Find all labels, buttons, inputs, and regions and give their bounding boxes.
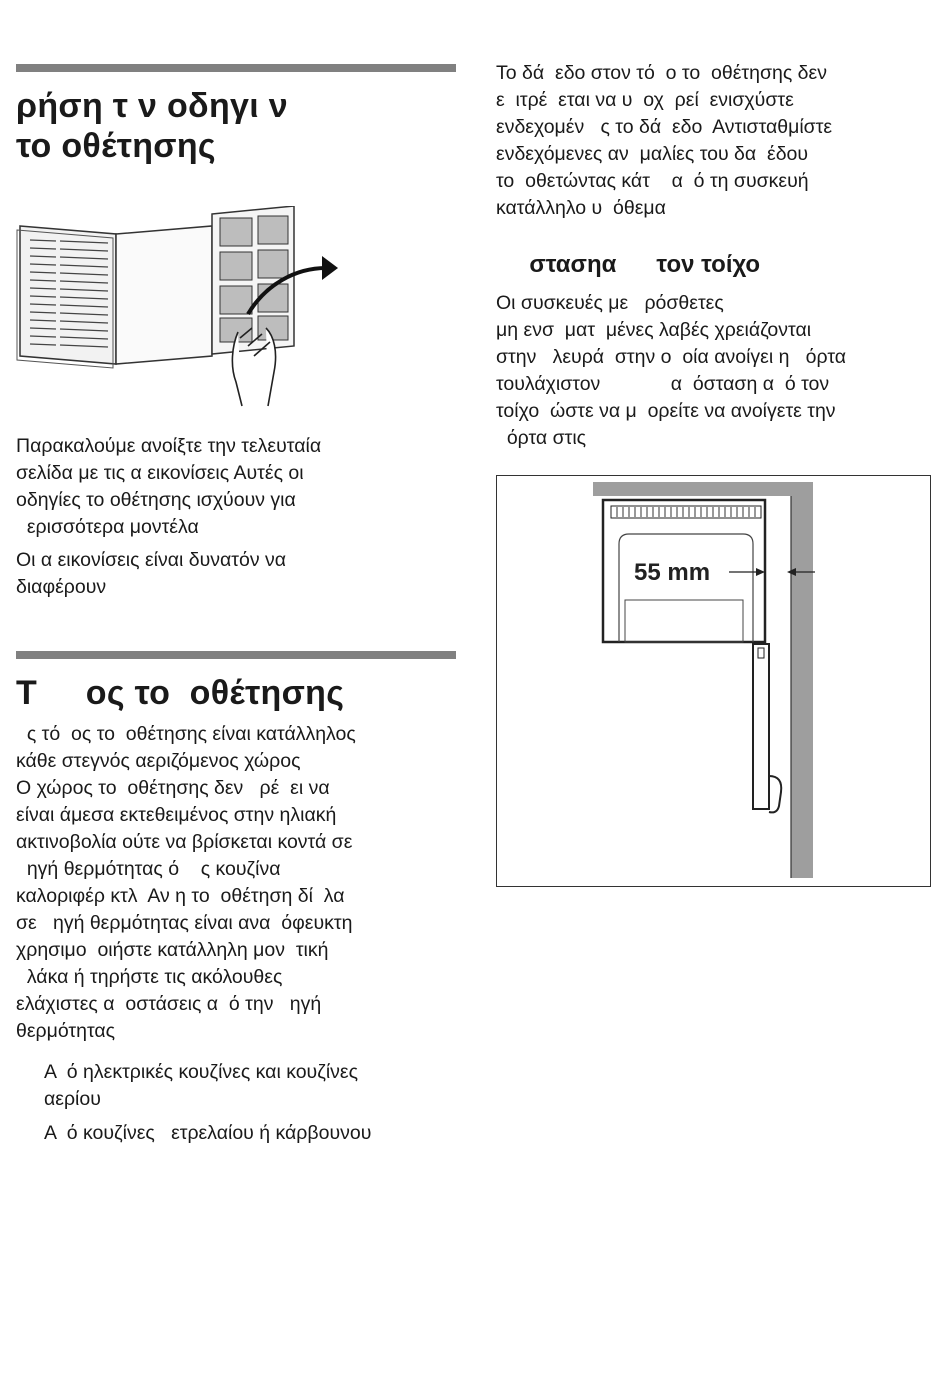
text-line: μη ενσ ματ μένες λαβές χρειάζονται: [496, 319, 812, 341]
text-line: χρησιμο οιήστε κατάλληλη μον τική: [16, 939, 329, 961]
text-line: κάθε στεγνός αεριζόμενος χώρος: [16, 750, 301, 772]
text-line: διαφέρουν: [16, 576, 107, 598]
distance-label: 55 mm: [634, 559, 711, 586]
text-line: Το δά εδο στον τό ο το οθέτησης δεν: [496, 62, 827, 84]
text-line: Παρακαλούμε ανοίξτε την τελευταία: [16, 435, 322, 457]
text-line: ε ιτρέ εται να υ οχ ρεί ενισχύστε: [496, 89, 794, 111]
text-line: όρτα στις: [496, 427, 587, 449]
text-line: Ο χώρος το οθέτησης δεν ρέ ει να: [16, 777, 330, 799]
left-column: [16, 64, 456, 1147]
heading-placement-site: Τ ος το οθέτησης: [16, 674, 345, 712]
heading-instructions: [16, 86, 456, 166]
note-paragraph: [16, 547, 456, 601]
text-line: ακτινοβολία ούτε να βρίσκεται κοντά σε: [16, 831, 353, 853]
text-line: ενδεχόμενες αν μαλίες του δα έδου: [496, 143, 809, 165]
heading-wall-distance: στασηα τον τοίχο: [496, 251, 761, 278]
text-line: ελάχιστες α οστάσεις α ό την ηγή: [16, 993, 322, 1015]
text-line: καλοριφέρ κτλ Αν η το οθέτηση δί λα: [16, 885, 345, 907]
text-line: στην λευρά στην ο οία ανοίγει η όρτα: [496, 346, 847, 368]
text-line: λάκα ή τηρήστε τις ακόλουθες: [16, 966, 283, 988]
text-line: Α ό ηλεκτρικές κουζίνες και κουζίνες: [44, 1061, 358, 1083]
text-line: οδηγίες το οθέτησης ισχύουν για: [16, 489, 296, 511]
placement-paragraph: [16, 721, 456, 1045]
heading-instructions-line2: το οθέτησης: [16, 127, 216, 165]
text-line: θερμότητας: [16, 1020, 116, 1042]
wall-distance-diagram: [496, 475, 931, 887]
text-line: αερίου: [44, 1088, 101, 1110]
text-line: ς τό ος το οθέτησης είναι κατάλληλος: [16, 723, 356, 745]
floor-paragraph: [496, 60, 936, 222]
text-line: τουλάχιστον α όσταση α ό τον: [496, 373, 830, 395]
text-line: είναι άμεσα εκτεθειμένος στην ηλιακή: [16, 804, 337, 826]
text-line: το οθετώντας κάτ α ό τη συσκευή: [496, 170, 809, 192]
text-line: ερισσότερα μοντέλα: [16, 516, 199, 538]
section-rule-2: [16, 651, 456, 659]
text-line: Α ό κουζίνες ετρελαίου ή κάρβουνου: [44, 1122, 372, 1144]
list-item: [16, 1120, 456, 1147]
text-line: τοίχο ώστε να μ ορείτε να ανοίγετε την: [496, 400, 836, 422]
right-column: [496, 60, 936, 452]
text-line: σε ηγή θερμότητας είναι ανα όφευκτη: [16, 912, 353, 934]
list-item: [16, 1059, 456, 1113]
intro-paragraph: [16, 433, 456, 541]
text-line: σελίδα με τις α εικονίσεις Αυτές οι: [16, 462, 304, 484]
section-rule-1: [16, 64, 456, 72]
text-line: Οι α εικονίσεις είναι δυνατόν να: [16, 549, 287, 571]
text-line: Οι συσκευές με ρόσθετες: [496, 292, 724, 314]
appliance-top-view: [497, 476, 929, 885]
text-line: κατάλληλο υ όθεμα: [496, 197, 666, 219]
text-line: ενδεχομέν ς το δά εδο Αντισταθμίστε: [496, 116, 833, 138]
heading-instructions-line1: ρήση τ ν οδηγι ν: [16, 87, 288, 125]
text-line: ηγή θερμότητας ό ς κουζίνα: [16, 858, 281, 880]
distance-list: [16, 1059, 456, 1147]
booklet-illustration: [16, 206, 346, 416]
wall-paragraph: [496, 290, 936, 452]
